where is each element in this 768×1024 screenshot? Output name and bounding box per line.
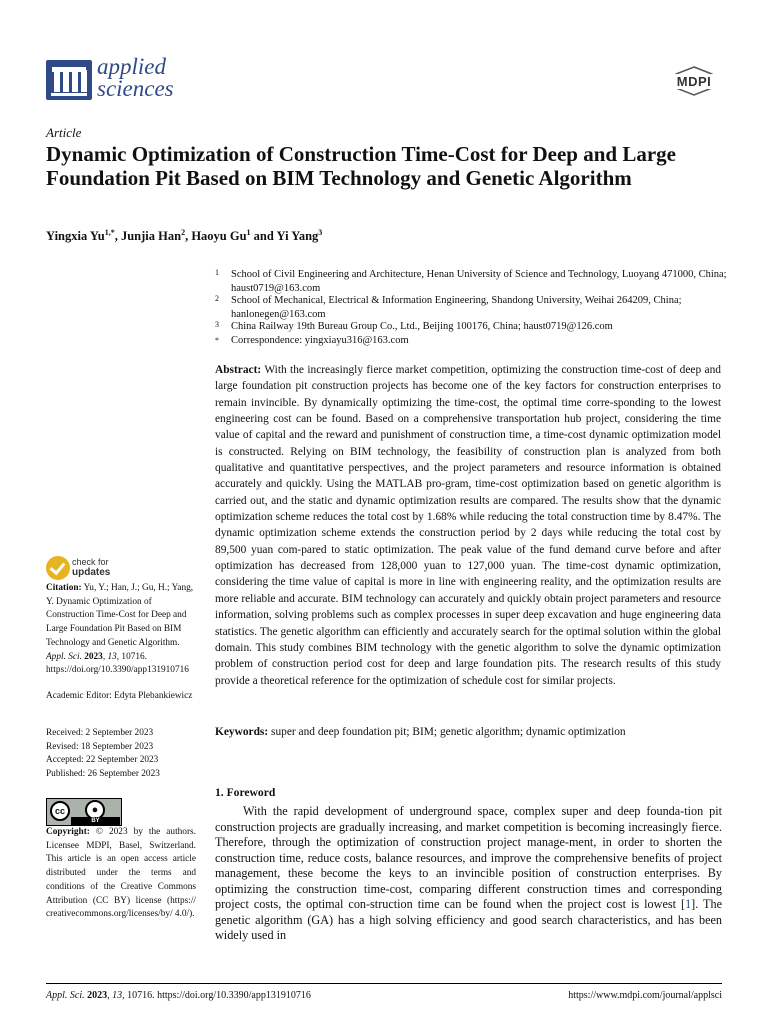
- accepted-date: Accepted: 22 September 2023: [46, 755, 159, 766]
- doi-link[interactable]: , 10716. https://doi.org/10.3390/app131910716: [46, 651, 189, 676]
- journal-url-link[interactable]: https://www.mdpi.com/journal/applsci: [568, 990, 722, 1001]
- article-type-label: Article: [46, 125, 82, 140]
- reference-link[interactable]: 1: [685, 897, 692, 911]
- journal-name[interactable]: applied sciences: [97, 54, 174, 101]
- check-icon: [46, 556, 70, 580]
- section-heading: 1. Foreword: [215, 786, 276, 799]
- footer-doi-link[interactable]: , 10716. https://doi.org/10.3390/app131910716: [122, 990, 311, 1001]
- copyright-notice: Copyright: © 2023 by the authors. Licensee MDPI, Basel, Switzerland. This article is an open access article distributed under the terms and conditions of the Creative Commons Attribution (CC BY) license (https:// creativecommons.org/licenses/by/ 4.0/).: [46, 827, 196, 920]
- author-name[interactable]: Yi Yang: [276, 229, 319, 244]
- academic-editor: Academic Editor: Edyta Plebankiewicz: [46, 691, 193, 701]
- author-name[interactable]: Junjia Han: [120, 229, 182, 244]
- page-title: Dynamic Optimization of Construction Time-Cost for Deep and Large Foundation Pit Based on BIM Technology and Genetic Algorithm: [46, 142, 676, 190]
- affiliation-item: 2 School of Mechanical, Electrical & Information Engineering, Shandong University, Weihai 264209, China; hanlonegen@163.com: [215, 294, 682, 320]
- citation: Citation: Yu, Y.; Han, J.; Gu, H.; Yang, Y. Dynamic Optimization of Construction Time-Cost for Deep and Large Foundation Pit Based on BIM Technology and Genetic Algorithm. Appl. Sci. 2023, 13, 10716. https://doi.org/10.3390/app131910716: [46, 583, 194, 676]
- author-list: Yingxia $Yu^{1,*}$, Junjia Han$^2$, Haoyu Gu$^1$ and Yi Yang$^3$: [46, 228, 323, 244]
- abstract: [215, 362, 721, 689]
- check-for-updates-button[interactable]: check for updates: [46, 556, 126, 582]
- publisher-logo[interactable]: [668, 66, 720, 96]
- author-name[interactable]: Haoyu Gu: [191, 229, 247, 244]
- footer-citation: Appl. Sci. 2023, 13, 10716. https://doi.org/10.3390/app131910716: [46, 990, 311, 1001]
- affiliation-item: 1 School of Civil Engineering and Architecture, Henan University of Science and Technology, Luoyang 471000, China; haust0719@163.com: [215, 268, 727, 294]
- publisher-name: MDPI: [668, 74, 720, 89]
- abstract-label: Abstract:: [215, 364, 262, 376]
- affiliation-item: 3 China Railway 19th Bureau Group Co., Ltd., Beijing 100176, China; haust0719@126.com: [215, 320, 613, 332]
- journal-logo-icon: [46, 60, 92, 100]
- received-date: Received: 2 September 2023: [46, 728, 154, 738]
- cc-by-license-badge[interactable]: cc ● BY: [46, 798, 122, 826]
- attribution-person-icon: ●: [85, 800, 105, 820]
- creative-commons-icon: cc: [50, 801, 70, 821]
- keywords-text: super and deep foundation pit; BIM; genetic algorithm; dynamic optimization: [271, 726, 626, 738]
- published-date: Published: 26 September 2023: [46, 769, 160, 780]
- footer-divider: [46, 983, 722, 984]
- correspondence: * Correspondence: yingxiayu316@163.com: [215, 335, 409, 346]
- author-name[interactable]: Yingxia Yu: [46, 229, 105, 244]
- keywords: [215, 724, 721, 740]
- revised-date: Revised: 18 September 2023: [46, 741, 154, 752]
- keywords-label: Keywords:: [215, 726, 269, 738]
- body-paragraph: With the rapid development of underground space, complex super and deep founda-tion pit construction projects are gradually increasing, and market competition is becoming increasingly fierce. Therefore, through the optimization of construction project manage-ment, in order to shorten the construction time, reduce costs, balance resources, and improve the comprehensive benefits of project management, these become the keys to an invincible position of construction enterprises. By optimizing the construction time-cost, comparing different construction times and corresponding project costs, the optimal con-struction time can be found when the project cost is lowest [1]. The genetic algorithm (GA) has a high solving efficiency and good search characteristics, and has been widely used in: [215, 804, 722, 942]
- publication-dates: [46, 727, 196, 782]
- abstract-text: With the increasingly fierce market competition, optimizing the construction time-cost of deep and large foundation pit construction projects has become one of the key factors for construction enterprises to remain invincible. By dynamically optimizing the time-cost, the optimal time corre-sponding to the lowest engineering cost can be found. Based on a comprehensive transportation hub project, considering the time value of capital and the reward and punishment of construction time, a time-cost dynamic optimization model is constructed. Relying on BIM technology, the feasibility of construction plan is analyzed from both qualitative and quantitative perspectives, and the project parameters and resource information is obtained accurately and quickly. Using the MATLAB pro-gram, time-cost optimization based on genetic algorithm is carried out, and the static and dynamic optimization results are compared. The results show that the dynamic optimization scheme reduces the total cost by 1.68% while reducing the total construction time by 8.47%. The dynamic optimization scheme extends the construction period by 2 days while reducing the total cost by 89,500 yuan com-pared to static optimization. The peak value of the fund demand curve before and after optimization has decreased from 128,000 yuan to 127,000 yuan. The time-cost dynamic optimization, considering the time value of capital is more in line with engineering reality, and the optimization results are more reliable and accurate. BIM technology can accurately and quickly obtain project parameters and resource information, solving problems such as complex processes in super deep excavation and huge engineering data statistics. The genetic algorithm can efficiently and accurately search for the optimal solution within the global domain. This study combines BIM technology with the genetic algorithm to solve the dynamic optimization problem of construction period cost for deep and large foundation pits. The research results of this study provide a theoretical reference for the optimization of schedule cost for similar projects.: [215, 364, 721, 687]
